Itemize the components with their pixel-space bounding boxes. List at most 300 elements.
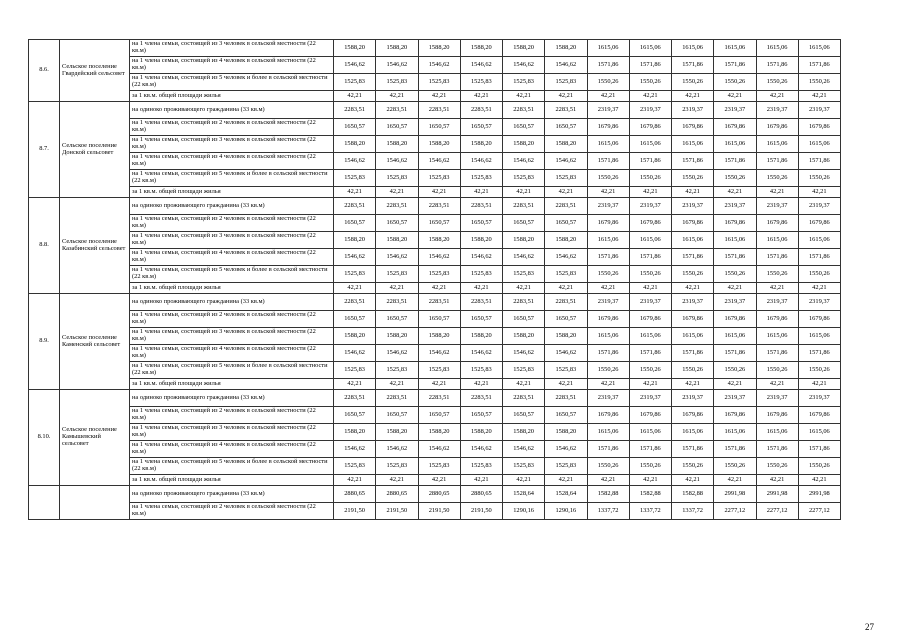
tariff-value: 1546,62 [503, 153, 545, 170]
section-number: 8.8. [29, 198, 60, 294]
table-row [29, 362, 841, 379]
table-row [29, 503, 841, 520]
tariff-value: 2283,51 [545, 390, 587, 407]
tariff-value: 1588,20 [460, 40, 502, 57]
rate-description: на 1 члена семьи, состоящей из 2 человек в сельской местности (22 кв.м) [130, 215, 334, 232]
tariff-value: 1550,26 [798, 458, 840, 475]
tariff-value: 1546,62 [503, 345, 545, 362]
tariff-value: 42,21 [460, 283, 502, 294]
tariff-value: 1546,62 [460, 441, 502, 458]
tariff-value: 2319,37 [756, 390, 798, 407]
tariff-value: 2319,37 [629, 294, 671, 311]
tariff-value: 1546,62 [418, 153, 460, 170]
rate-description: за 1 кв.м. общей площади жилья [130, 379, 334, 390]
tariff-value: 2319,37 [714, 102, 756, 119]
tariff-value: 1525,83 [503, 362, 545, 379]
tariff-value: 2880,65 [376, 486, 418, 503]
tariff-value: 1571,86 [798, 345, 840, 362]
rate-description: на 1 члена семьи, состоящей из 2 человек в сельской местности (22 кв.м) [130, 119, 334, 136]
tariff-value: 1571,86 [587, 57, 629, 74]
tariff-value: 1650,57 [334, 119, 376, 136]
tariff-value: 1571,86 [798, 441, 840, 458]
tariff-value: 1615,06 [672, 328, 714, 345]
tariff-value: 2991,98 [714, 486, 756, 503]
tariff-value: 1571,86 [798, 57, 840, 74]
tariff-value: 42,21 [714, 379, 756, 390]
tariff-value: 1571,86 [587, 441, 629, 458]
tariff-value: 1679,86 [629, 407, 671, 424]
tariff-value: 2283,51 [418, 198, 460, 215]
tariff-value: 1679,86 [756, 407, 798, 424]
table-row [29, 198, 841, 215]
tariff-value: 1650,57 [460, 311, 502, 328]
tariff-table-body [29, 40, 841, 520]
tariff-value: 1546,62 [334, 57, 376, 74]
tariff-value: 2319,37 [798, 390, 840, 407]
tariff-value: 1571,86 [714, 153, 756, 170]
tariff-value: 1650,57 [545, 407, 587, 424]
tariff-value: 1546,62 [334, 249, 376, 266]
tariff-value: 1679,86 [672, 311, 714, 328]
tariff-value: 2191,50 [334, 503, 376, 520]
tariff-value: 1615,06 [587, 328, 629, 345]
tariff-value: 1588,20 [503, 424, 545, 441]
tariff-value: 1525,83 [418, 74, 460, 91]
tariff-value: 1525,83 [545, 74, 587, 91]
tariff-value: 42,21 [418, 475, 460, 486]
tariff-value: 1546,62 [545, 153, 587, 170]
table-row [29, 486, 841, 503]
tariff-value: 1650,57 [460, 407, 502, 424]
tariff-value: 42,21 [798, 91, 840, 102]
tariff-value: 1615,06 [798, 424, 840, 441]
rate-description: за 1 кв.м. общей площади жилья [130, 283, 334, 294]
tariff-value: 1546,62 [460, 249, 502, 266]
tariff-value: 42,21 [545, 91, 587, 102]
tariff-value: 1550,26 [587, 266, 629, 283]
tariff-value: 1615,06 [714, 232, 756, 249]
tariff-value: 1679,86 [714, 119, 756, 136]
rate-description: за 1 кв.м. общей площади жилья [130, 187, 334, 198]
tariff-value: 1337,72 [629, 503, 671, 520]
rate-description: на 1 члена семьи, состоящей из 3 человек в сельской местности (22 кв.м) [130, 328, 334, 345]
tariff-value: 1615,06 [587, 232, 629, 249]
settlement-name: Сельское поселение Донской сельсовет [60, 102, 130, 198]
tariff-value: 42,21 [460, 187, 502, 198]
tariff-value: 1525,83 [334, 266, 376, 283]
tariff-value: 1525,83 [503, 170, 545, 187]
settlement-name: Сельское поселение Казабинский сельсовет [60, 198, 130, 294]
tariff-value: 1571,86 [587, 153, 629, 170]
tariff-value: 2319,37 [756, 102, 798, 119]
tariff-value: 42,21 [503, 91, 545, 102]
tariff-value: 42,21 [798, 379, 840, 390]
rate-description: на 1 члена семьи, состоящей из 4 человек в сельской местности (22 кв.м) [130, 153, 334, 170]
tariff-value: 1650,57 [418, 119, 460, 136]
tariff-value: 1525,83 [545, 458, 587, 475]
tariff-value: 42,21 [798, 187, 840, 198]
tariff-value: 1550,26 [798, 74, 840, 91]
tariff-value: 42,21 [629, 187, 671, 198]
tariff-value: 1290,16 [503, 503, 545, 520]
tariff-value: 1525,83 [334, 170, 376, 187]
tariff-value: 42,21 [587, 475, 629, 486]
tariff-value: 1650,57 [376, 311, 418, 328]
tariff-value: 2319,37 [672, 390, 714, 407]
tariff-value: 1546,62 [376, 57, 418, 74]
settlement-name: Сельское поселение Гвардейский сельсовет [60, 40, 130, 102]
tariff-value: 42,21 [376, 187, 418, 198]
rate-description: на 1 члена семьи, состоящей из 5 человек и более в сельской местности (22 кв.м) [130, 458, 334, 475]
table-row [29, 328, 841, 345]
table-row [29, 74, 841, 91]
tariff-value: 2319,37 [798, 294, 840, 311]
tariff-value: 1571,86 [587, 249, 629, 266]
tariff-value: 1571,86 [756, 153, 798, 170]
tariff-value: 1546,62 [418, 345, 460, 362]
rate-description: на одиноко проживающего гражданина (33 кв.м) [130, 486, 334, 503]
table-row [29, 153, 841, 170]
tariff-value: 1615,06 [629, 232, 671, 249]
tariff-value: 1525,83 [460, 458, 502, 475]
tariff-value: 1546,62 [460, 153, 502, 170]
tariff-value: 42,21 [714, 475, 756, 486]
table-row [29, 345, 841, 362]
tariff-value: 42,21 [418, 379, 460, 390]
table-row [29, 424, 841, 441]
tariff-value: 2319,37 [587, 198, 629, 215]
tariff-value: 1615,06 [672, 232, 714, 249]
tariff-value: 1571,86 [629, 57, 671, 74]
tariff-value: 42,21 [756, 475, 798, 486]
tariff-value: 1550,26 [587, 74, 629, 91]
tariff-value: 42,21 [503, 475, 545, 486]
tariff-value: 1550,26 [587, 458, 629, 475]
section-number: 8.9. [29, 294, 60, 390]
tariff-value: 1571,86 [587, 345, 629, 362]
tariff-value: 1571,86 [756, 345, 798, 362]
tariff-value: 2319,37 [714, 390, 756, 407]
tariff-value: 1546,62 [334, 441, 376, 458]
tariff-value: 1679,86 [714, 407, 756, 424]
tariff-value: 2319,37 [587, 390, 629, 407]
tariff-value: 42,21 [756, 283, 798, 294]
table-row [29, 379, 841, 390]
tariff-value: 42,21 [334, 283, 376, 294]
tariff-value: 2991,98 [756, 486, 798, 503]
tariff-value: 1525,83 [503, 266, 545, 283]
tariff-value: 1546,62 [460, 57, 502, 74]
tariff-value: 1525,83 [545, 362, 587, 379]
tariff-value: 1525,83 [545, 170, 587, 187]
section-number: 8.6. [29, 40, 60, 102]
tariff-value: 2283,51 [460, 102, 502, 119]
tariff-value: 1525,83 [503, 74, 545, 91]
tariff-value: 2191,50 [460, 503, 502, 520]
tariff-value: 1650,57 [545, 215, 587, 232]
tariff-value: 2283,51 [376, 102, 418, 119]
tariff-value: 1650,57 [545, 119, 587, 136]
rate-description: на одиноко проживающего гражданина (33 кв.м) [130, 294, 334, 311]
tariff-value: 1650,57 [334, 215, 376, 232]
rate-description: на 1 члена семьи, состоящей из 5 человек и более в сельской местности (22 кв.м) [130, 266, 334, 283]
tariff-value: 1615,06 [798, 328, 840, 345]
tariff-value: 42,21 [376, 379, 418, 390]
settlement-name: Сельское поселение Каменский сельсовет [60, 294, 130, 390]
tariff-value: 2319,37 [587, 294, 629, 311]
tariff-value: 1679,86 [714, 215, 756, 232]
tariff-value: 1615,06 [587, 136, 629, 153]
tariff-value: 2191,50 [418, 503, 460, 520]
tariff-value: 1528,64 [503, 486, 545, 503]
tariff-value: 1550,26 [798, 170, 840, 187]
tariff-value: 1588,20 [503, 40, 545, 57]
tariff-value: 2319,37 [672, 198, 714, 215]
tariff-value: 2319,37 [798, 198, 840, 215]
tariff-value: 1650,57 [503, 215, 545, 232]
tariff-value: 1615,06 [714, 328, 756, 345]
tariff-value: 1588,20 [418, 328, 460, 345]
table-row [29, 475, 841, 486]
table-row [29, 458, 841, 475]
tariff-value: 1679,86 [714, 311, 756, 328]
tariff-value: 2319,37 [714, 198, 756, 215]
tariff-value: 1588,20 [418, 136, 460, 153]
tariff-value: 1679,86 [629, 119, 671, 136]
tariff-value: 2319,37 [587, 102, 629, 119]
tariff-value: 1546,62 [545, 57, 587, 74]
tariff-value: 1525,83 [376, 266, 418, 283]
table-row [29, 102, 841, 119]
tariff-value: 1588,20 [418, 232, 460, 249]
tariff-value: 1615,06 [714, 424, 756, 441]
tariff-value: 1615,06 [629, 40, 671, 57]
tariff-value: 1588,20 [460, 328, 502, 345]
tariff-value: 1588,20 [503, 232, 545, 249]
tariff-value: 2319,37 [629, 390, 671, 407]
tariff-value: 1650,57 [545, 311, 587, 328]
tariff-value: 42,21 [503, 283, 545, 294]
tariff-value: 1650,57 [334, 311, 376, 328]
tariff-value: 1337,72 [587, 503, 629, 520]
tariff-value: 1582,88 [629, 486, 671, 503]
tariff-value: 1588,20 [334, 40, 376, 57]
tariff-value: 42,21 [629, 379, 671, 390]
tariff-value: 42,21 [418, 91, 460, 102]
tariff-value: 1546,62 [503, 441, 545, 458]
tariff-value: 1550,26 [672, 458, 714, 475]
tariff-value: 1571,86 [798, 153, 840, 170]
tariff-value: 1679,86 [629, 311, 671, 328]
tariff-value: 2283,51 [503, 102, 545, 119]
tariff-value: 1588,20 [376, 40, 418, 57]
tariff-value: 1550,26 [714, 458, 756, 475]
tariff-value: 2283,51 [460, 390, 502, 407]
tariff-value: 2283,51 [334, 102, 376, 119]
table-row [29, 215, 841, 232]
tariff-value: 1588,20 [376, 328, 418, 345]
rate-description: на 1 члена семьи, состоящей из 2 человек в сельской местности (22 кв.м) [130, 503, 334, 520]
tariff-value: 1571,86 [756, 57, 798, 74]
table-row [29, 119, 841, 136]
tariff-value: 1550,26 [587, 170, 629, 187]
rate-description: на 1 члена семьи, состоящей из 5 человек и более в сельской местности (22 кв.м) [130, 362, 334, 379]
tariff-value: 42,21 [672, 91, 714, 102]
tariff-value: 1588,20 [545, 232, 587, 249]
tariff-value: 1615,06 [756, 136, 798, 153]
table-row [29, 266, 841, 283]
tariff-value: 1550,26 [672, 266, 714, 283]
table-row [29, 170, 841, 187]
tariff-value: 1546,62 [460, 345, 502, 362]
tariff-value: 42,21 [418, 283, 460, 294]
rate-description: на одиноко проживающего гражданина (33 кв.м) [130, 198, 334, 215]
tariff-value: 42,21 [545, 187, 587, 198]
tariff-value: 1679,86 [587, 119, 629, 136]
tariff-value: 1550,26 [798, 266, 840, 283]
tariff-value: 42,21 [587, 283, 629, 294]
tariff-value: 1571,86 [798, 249, 840, 266]
tariff-value: 1550,26 [672, 362, 714, 379]
tariff-value: 1615,06 [629, 328, 671, 345]
rate-description: на 1 члена семьи, состоящей из 3 человек в сельской местности (22 кв.м) [130, 424, 334, 441]
tariff-value: 42,21 [756, 91, 798, 102]
rate-description: на 1 члена семьи, состоящей из 3 человек в сельской местности (22 кв.м) [130, 232, 334, 249]
tariff-value: 1525,83 [376, 458, 418, 475]
tariff-value: 1615,06 [587, 424, 629, 441]
tariff-value: 2319,37 [756, 294, 798, 311]
tariff-value: 1615,06 [629, 136, 671, 153]
tariff-value: 1571,86 [714, 57, 756, 74]
tariff-value: 1588,20 [460, 424, 502, 441]
tariff-value: 1546,62 [334, 153, 376, 170]
tariff-value: 42,21 [334, 475, 376, 486]
tariff-value: 1546,62 [545, 441, 587, 458]
tariff-value: 1679,86 [587, 311, 629, 328]
tariff-value: 1650,57 [503, 407, 545, 424]
table-row [29, 40, 841, 57]
tariff-value: 1615,06 [756, 40, 798, 57]
table-row [29, 311, 841, 328]
tariff-value: 42,21 [672, 187, 714, 198]
tariff-value: 1546,62 [545, 249, 587, 266]
tariff-value: 1571,86 [672, 57, 714, 74]
rate-description: на 1 члена семьи, состоящей из 3 человек в сельской местности (22 кв.м) [130, 136, 334, 153]
tariff-value: 1679,86 [756, 311, 798, 328]
tariff-value: 1650,57 [418, 311, 460, 328]
tariff-value: 42,21 [714, 91, 756, 102]
tariff-value: 42,21 [460, 379, 502, 390]
tariff-value: 1679,86 [798, 407, 840, 424]
tariff-value: 2319,37 [629, 102, 671, 119]
tariff-value: 1525,83 [460, 74, 502, 91]
tariff-value: 42,21 [587, 187, 629, 198]
tariff-value: 1525,83 [460, 266, 502, 283]
tariff-value: 2277,12 [714, 503, 756, 520]
tariff-value: 2319,37 [714, 294, 756, 311]
tariff-value: 42,21 [334, 187, 376, 198]
tariff-value: 1588,20 [376, 232, 418, 249]
tariff-value: 2283,51 [418, 390, 460, 407]
tariff-value: 2283,51 [376, 390, 418, 407]
tariff-value: 1588,20 [418, 40, 460, 57]
tariff-value: 1571,86 [629, 345, 671, 362]
table-row [29, 232, 841, 249]
tariff-value: 1550,26 [756, 170, 798, 187]
rate-description: на 1 члена семьи, состоящей из 2 человек в сельской местности (22 кв.м) [130, 407, 334, 424]
tariff-value: 1546,62 [376, 345, 418, 362]
tariff-value: 1650,57 [460, 215, 502, 232]
tariff-value: 1615,06 [587, 40, 629, 57]
tariff-value: 1571,86 [629, 441, 671, 458]
tariff-value: 42,21 [629, 91, 671, 102]
tariff-value: 1571,86 [756, 249, 798, 266]
tariff-value: 1650,57 [460, 119, 502, 136]
tariff-value: 42,21 [798, 283, 840, 294]
tariff-value: 1546,62 [503, 57, 545, 74]
tariff-value: 2880,65 [418, 486, 460, 503]
tariff-value: 2277,12 [756, 503, 798, 520]
tariff-value: 1679,86 [587, 407, 629, 424]
tariff-value: 42,21 [672, 475, 714, 486]
tariff-value: 42,21 [545, 379, 587, 390]
tariff-value: 1550,26 [629, 362, 671, 379]
table-row [29, 390, 841, 407]
tariff-value: 1546,62 [376, 153, 418, 170]
tariff-value: 1588,20 [460, 136, 502, 153]
tariff-value: 1650,57 [418, 215, 460, 232]
tariff-value: 1525,83 [334, 362, 376, 379]
tariff-value: 2283,51 [503, 198, 545, 215]
tariff-value: 1550,26 [587, 362, 629, 379]
tariff-value: 1615,06 [798, 40, 840, 57]
tariff-value: 1571,86 [714, 249, 756, 266]
tariff-value: 1525,83 [418, 266, 460, 283]
tariff-value: 1615,06 [672, 424, 714, 441]
tariff-value: 2880,65 [460, 486, 502, 503]
tariff-value: 1550,26 [714, 266, 756, 283]
table-row [29, 407, 841, 424]
tariff-value: 1546,62 [376, 249, 418, 266]
tariff-value: 2283,51 [545, 102, 587, 119]
tariff-value: 2880,65 [334, 486, 376, 503]
tariff-value: 42,21 [545, 283, 587, 294]
rate-description: за 1 кв.м. общей площади жилья [130, 91, 334, 102]
tariff-value: 1525,83 [376, 170, 418, 187]
rate-description: на 1 члена семьи, состоящей из 4 человек в сельской местности (22 кв.м) [130, 249, 334, 266]
tariff-value: 1615,06 [798, 232, 840, 249]
tariff-value: 1588,20 [545, 424, 587, 441]
settlement-name: Сельское поселение Камышевский сельсовет [60, 390, 130, 486]
tariff-value: 1588,20 [376, 136, 418, 153]
tariff-value: 2277,12 [798, 503, 840, 520]
table-row [29, 136, 841, 153]
tariff-value: 42,21 [376, 475, 418, 486]
tariff-value: 2319,37 [672, 294, 714, 311]
tariff-value: 1525,83 [334, 458, 376, 475]
tariff-value: 1650,57 [503, 311, 545, 328]
tariff-value: 1679,86 [672, 215, 714, 232]
tariff-value: 1679,86 [798, 215, 840, 232]
tariff-value: 2283,51 [418, 294, 460, 311]
tariff-value: 42,21 [756, 379, 798, 390]
tariff-value: 2283,51 [503, 390, 545, 407]
tariff-value: 1525,83 [418, 362, 460, 379]
rate-description: на 1 члена семьи, состоящей из 4 человек в сельской местности (22 кв.м) [130, 57, 334, 74]
tariff-value: 2283,51 [418, 102, 460, 119]
tariff-value: 1546,62 [545, 345, 587, 362]
tariff-value: 42,21 [503, 187, 545, 198]
